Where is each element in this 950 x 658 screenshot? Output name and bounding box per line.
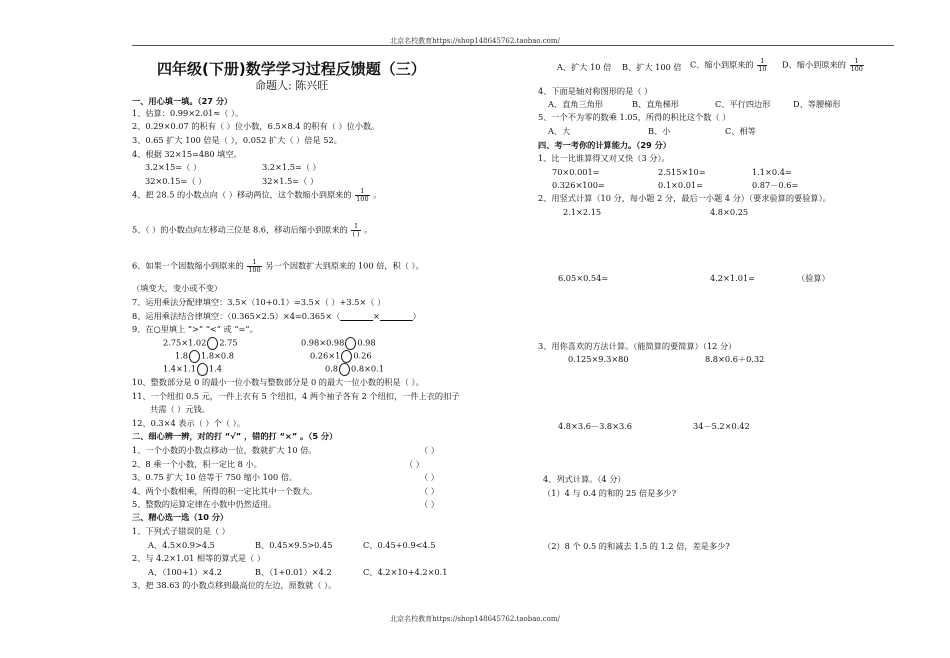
oral-2: 2.515×10=: [658, 167, 706, 177]
choice-2-c: C、4.2×10+4.2×0.1: [363, 567, 448, 577]
judge-3-paren[interactable]: （ ）: [420, 472, 439, 482]
judge-5-paren[interactable]: （ ）: [420, 499, 439, 509]
word-problem-2: （2）8 个 0.5 的和减去 1.5 的 1.2 倍，差是多少?: [543, 541, 730, 551]
question-7: [132, 259, 424, 274]
compare-1-right: 2.75: [219, 337, 238, 348]
choice-2: 2、与 4.2×1.01 相等的算式是（ ）: [132, 553, 266, 563]
q7-text-a: 6、如果一个因数缩小到原来的: [132, 260, 244, 271]
q5-numerator: 1: [355, 188, 369, 196]
compare-6-right: 0.8×0.1: [351, 363, 384, 374]
q7-numerator: 1: [247, 259, 261, 267]
compare-3-left: 1.8: [175, 350, 189, 361]
compare-row-1-right: [301, 337, 376, 350]
choice-3: 3、把 38.63 的小数点移到最高位的左边，原数就（ ）。: [132, 580, 337, 590]
choice-1-c: C、0.45+0.9<4.5: [363, 540, 436, 550]
simplify-3: 4.8×3.6－3.8×3.6: [558, 421, 632, 431]
q9-blank-1: ________: [340, 311, 374, 321]
choice-3-c: [690, 58, 768, 73]
vertical-calc-1: 2.1×2.15: [563, 207, 602, 217]
q7-text-b: 另一个因数扩大到原来的 100 倍，积（ ）。: [265, 260, 424, 271]
choice-1-a: A、4.5×0.9>4.5: [148, 540, 215, 550]
question-4: 4、根据 32×15=480 填空。: [132, 149, 242, 159]
q4-item-d: 32×1.5=（ ）: [262, 176, 319, 186]
author-line: 命题人: 陈兴旺: [255, 79, 329, 92]
q5-fraction: [355, 188, 369, 203]
judge-1-paren[interactable]: （ ）: [420, 445, 439, 455]
q9-times: ×: [373, 311, 380, 321]
section-2-heading: 二、细心辨一辨，对的打 “√” ，错的打 “×” 。（5 分）: [132, 431, 338, 441]
q9-end: ）: [412, 311, 421, 321]
question-5: [132, 188, 381, 203]
choice-2-b: B、（1+0.01）×4.2: [255, 567, 332, 577]
question-9: [132, 311, 421, 321]
question-1: 1、估算：0.99×2.01≈（ ）。: [132, 108, 244, 118]
part-2-heading: 2、用竖式计算（10 分，每小题 2 分，最后一小题 4 分）（要求验算的要验算）。: [538, 193, 831, 203]
choice-4-b: B、直角梯形: [632, 99, 679, 109]
q4-item-c: 32×0.15=（ ）: [145, 176, 207, 186]
oral-6: 0.87－0.6=: [752, 180, 799, 190]
part-4-heading: 4、列式计算。（4 分）: [543, 474, 626, 484]
part-3-heading: 3、用你喜欢的方法计算。（能简算的要简算）（12 分）: [538, 341, 737, 351]
compare-1-left: 2.75×1.02: [163, 337, 207, 348]
simplify-1: 0.125×9.3×80: [568, 354, 629, 364]
compare-5-right: 1.4: [208, 363, 222, 374]
q9-text: 8、运用乘法结合律填空：（0.365×2.5）×4=0.365×（: [132, 311, 341, 321]
right-column: [475, 0, 950, 658]
choice-3-c-fraction: [757, 58, 767, 73]
q6-end: 。: [364, 224, 373, 235]
compare-row-3-right: [325, 363, 384, 376]
q9-blank-2: ________: [379, 311, 413, 321]
choice-3-c-numerator: 1: [757, 58, 767, 66]
judge-2: 2、8 乘一个小数，积一定比 8 小。: [132, 459, 262, 469]
question-11: 10、整数部分是 0 的最小一位小数与整数部分是 0 的最大一位小数的积是（ ）。: [132, 377, 424, 387]
simplify-2: 8.8×0.6＋0.32: [705, 354, 765, 364]
section-1-heading: 一、用心填一填。（27 分）: [132, 96, 233, 106]
choice-5-a: A、大: [548, 126, 571, 136]
compare-2-left: 0.98×0.98: [301, 337, 345, 348]
page-footer: 北京名校教育https://shop148645762.taobao.com/: [390, 615, 560, 623]
q6-denominator: ( ): [352, 230, 360, 239]
choice-3-c-text: C、缩小到原来的: [690, 59, 754, 70]
question-2: 2、0.29×0.07 的积有（ ）位小数，6.5×8.4 的积有（ ）位小数。: [132, 121, 380, 131]
q7-denominator: 100: [248, 266, 261, 275]
question-3: 3、0.65 扩大 100 倍是（ ），0.052 扩大（ ）倍是 52。: [132, 135, 342, 145]
compare-row-1-left: [163, 337, 238, 350]
compare-row-2-right: [310, 350, 372, 363]
word-problem-1: （1）4 与 0.4 的和的 25 倍是多少?: [543, 488, 677, 498]
judge-3: 3、0.75 扩大 10 倍等于 750 缩小 100 倍。: [132, 472, 298, 482]
choice-5-b: B、小: [648, 126, 671, 136]
question-10: 9、在○里填上 “>” “<” 或 “=”。: [132, 324, 258, 334]
judge-1: 1、一个小数的小数点移动一位，数就扩大 10 倍。: [132, 445, 317, 455]
compare-4-right: 0.26: [353, 350, 372, 361]
choice-3-d-denominator: 100: [850, 65, 863, 74]
vertical-calc-3: 6.05×0.54=: [558, 273, 609, 283]
choice-5-c: C、相等: [725, 126, 756, 136]
choice-1-b: B、0.45×9.5>0.45: [255, 540, 333, 550]
compare-circle-4[interactable]: [341, 350, 352, 363]
choice-3-a: A、扩大 10 倍: [557, 62, 612, 72]
q6-fraction: [351, 223, 360, 238]
question-8: 7、运用乘法分配律填空：3.5×（10+0.1）=3.5×（ ）+3.5×（ ）: [132, 297, 386, 307]
judge-4: 4、两个小数相乘，所得的积一定比其中一个数大。: [132, 486, 318, 496]
q6-text: 5、（ ）的小数点向左移动三位是 8.6，移动后缩小到原来的: [132, 224, 348, 235]
section-3-heading: 三、精心选一选（10 分）: [132, 512, 229, 522]
compare-circle-3[interactable]: [189, 350, 200, 363]
vertical-calc-4-check: （验算）: [797, 273, 830, 283]
choice-3-d-fraction: [850, 58, 864, 73]
vertical-calc-2: 4.8×0.25: [710, 207, 749, 217]
choice-3-d-text: D、缩小到原来的: [782, 59, 846, 70]
choice-2-a: A、（100+1）×4.2: [148, 567, 222, 577]
choice-3-d: [782, 58, 865, 73]
question-6: [132, 223, 372, 238]
compare-row-2-left: [175, 350, 234, 363]
section-4-heading: 四、考一考你的计算能力。（29 分）: [538, 140, 671, 150]
compare-6-left: 0.8: [325, 363, 339, 374]
question-13: 12、0.3×4 表示（ ）个（ ）。: [132, 418, 245, 428]
compare-circle-5[interactable]: [197, 363, 208, 376]
compare-circle-2[interactable]: [345, 337, 356, 350]
page-header: 北京名校教育https://shop148645762.taobao.com/: [390, 37, 560, 45]
oral-5: 0.1×0.01=: [658, 180, 703, 190]
q5-text: 4、把 28.5 的小数点向（ ）移动两位，这个数缩小到原来的: [132, 189, 352, 200]
q5-denominator: 100: [356, 195, 369, 204]
q6-numerator: 1: [351, 223, 360, 231]
q7-fraction: [247, 259, 261, 274]
compare-2-right: 0.98: [357, 337, 376, 348]
compare-5-left: 1.4×1.1: [163, 363, 196, 374]
q7-hint: （填变大，变小或不变）: [132, 283, 223, 293]
q5-end: 。: [373, 189, 382, 200]
part-1-heading: 1、比一比谁算得又对又快（3 分）。: [538, 153, 670, 163]
judge-2-paren[interactable]: （ ）: [405, 459, 424, 469]
choice-3-b: B、扩大 100 倍: [622, 62, 682, 72]
judge-5: 5、整数的运算定律在小数中仍然适用。: [132, 499, 277, 509]
q4-item-b: 3.2×1.5=（ ）: [262, 162, 321, 172]
compare-circle-6[interactable]: [339, 363, 350, 376]
choice-4: 4、下面是轴对称图形的是（ ）: [538, 86, 653, 96]
compare-circle-1[interactable]: [207, 337, 218, 350]
choice-5: 5、一个不为零的数乘 1.05，所得的积比这个数（ ）: [538, 112, 731, 122]
q4-item-a: 3.2×15=（ ）: [145, 162, 202, 172]
choice-4-c: C、平行四边形: [715, 99, 771, 109]
choice-4-a: A、直角三角形: [548, 99, 604, 109]
judge-4-paren[interactable]: （ ）: [420, 486, 439, 496]
oral-1: 70×0.001=: [552, 167, 600, 177]
question-12: 11、一个纽扣 0.5 元，一件上衣有 5 个纽扣，4 两个袖子各有 2 个纽扣，一件上衣的扣子: [132, 391, 460, 401]
choice-3-d-numerator: 1: [850, 58, 864, 66]
simplify-4: 34－5.2×0.42: [693, 421, 750, 431]
choice-4-d: D、等腰梯形: [793, 99, 841, 109]
page-title: 四年级(下册)数学学习过程反馈题（三）: [157, 60, 426, 78]
compare-3-right: 1.8×0.8: [201, 350, 234, 361]
choice-1: 1、下列式子错误的是（ ）: [132, 526, 230, 536]
oral-3: 1.1×0.4=: [752, 167, 792, 177]
compare-row-3-left: [163, 363, 222, 376]
question-12-cont: 共需（ ）元钱。: [150, 404, 210, 414]
vertical-calc-4: 4.2×1.01=: [710, 273, 755, 283]
oral-4: 0.326×100=: [552, 180, 605, 190]
choice-3-c-denominator: 10: [758, 65, 767, 74]
compare-4-left: 0.26×1: [310, 350, 341, 361]
